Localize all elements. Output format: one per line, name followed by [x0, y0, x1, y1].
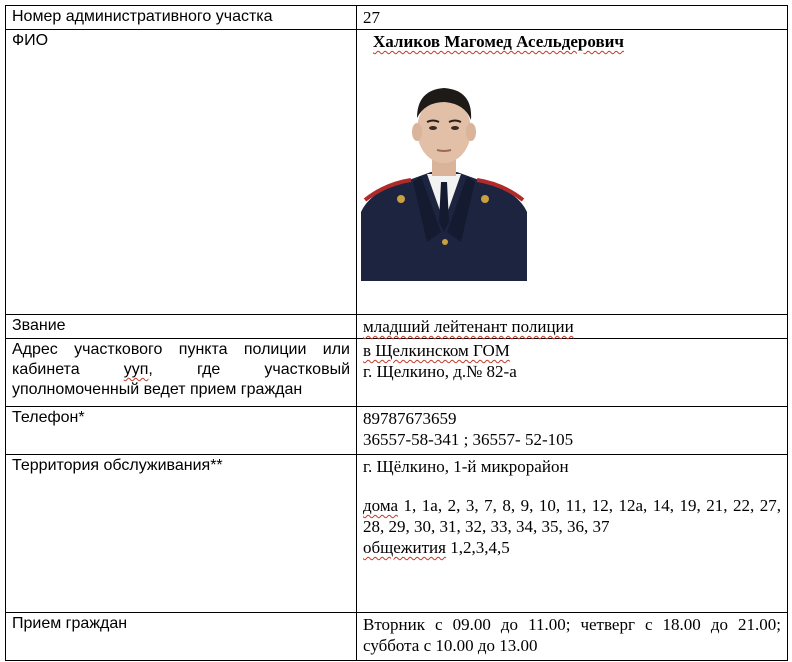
territory-value — [357, 455, 788, 613]
officer-name: Халиков Магомед Асельдерович — [373, 32, 625, 51]
row-reception — [6, 613, 788, 661]
phone-label: Телефон* — [6, 407, 357, 455]
phone-line2: 36557-58-341 ; 36557- 52-105 — [363, 430, 574, 449]
dorms-word: общежития — [363, 538, 446, 557]
address-line2: г. Щелкино, д.№ 82-а — [363, 362, 517, 381]
row-phone — [6, 407, 788, 455]
dorms-list: 1,2,3,4,5 — [445, 538, 510, 557]
reception-value: Вторник с 09.00 до 11.00; четверг с 18.00 до 21.00; суббота с 10.00 до 13.00 — [357, 613, 788, 661]
area-number-value: 27 — [357, 6, 788, 30]
rank-text: младший лейтенант полиции — [363, 317, 574, 336]
address-label-part3: , где участковый уполномоченный ведет прием граждан — [12, 361, 350, 398]
address-label-part1: Адрес участкового пункта полиции или кабинета — [12, 341, 350, 378]
territory-district: г. Щёлкино, 1-й микрорайон — [363, 457, 569, 476]
row-area-number — [6, 6, 788, 30]
rank-label: Звание — [6, 315, 357, 339]
houses-word: дома — [363, 496, 399, 515]
address-label-part2: ууп — [123, 361, 149, 378]
reception-label: Прием граждан — [6, 613, 357, 661]
row-rank — [6, 315, 788, 339]
address-label — [6, 339, 357, 407]
row-address — [6, 339, 788, 407]
row-territory — [6, 455, 788, 613]
territory-dorms — [363, 537, 781, 558]
address-line1: в Щелкинском ГОМ — [363, 341, 510, 360]
territory-houses — [363, 495, 781, 537]
address-value — [357, 339, 788, 407]
houses-list: 1, 1а, 2, 3, 7, 8, 9, 10, 11, 12, 12а, 14, 19, 21, 22, 27, 28, 29, 30, 31, 32, 33, 34, 35, 36, 37 — [363, 496, 781, 536]
area-number-label: Номер административного участка — [6, 6, 357, 30]
territory-label: Территория обслуживания** — [6, 455, 357, 613]
fio-cell — [357, 30, 788, 315]
row-fio — [6, 30, 788, 315]
officer-photo — [361, 72, 527, 281]
phone-value — [357, 407, 788, 455]
fio-label: ФИО — [6, 30, 357, 315]
rank-value — [357, 315, 788, 339]
territory-spacer — [363, 477, 781, 495]
officer-info-table — [5, 5, 788, 661]
phone-line1: 89787673659 — [363, 409, 457, 428]
